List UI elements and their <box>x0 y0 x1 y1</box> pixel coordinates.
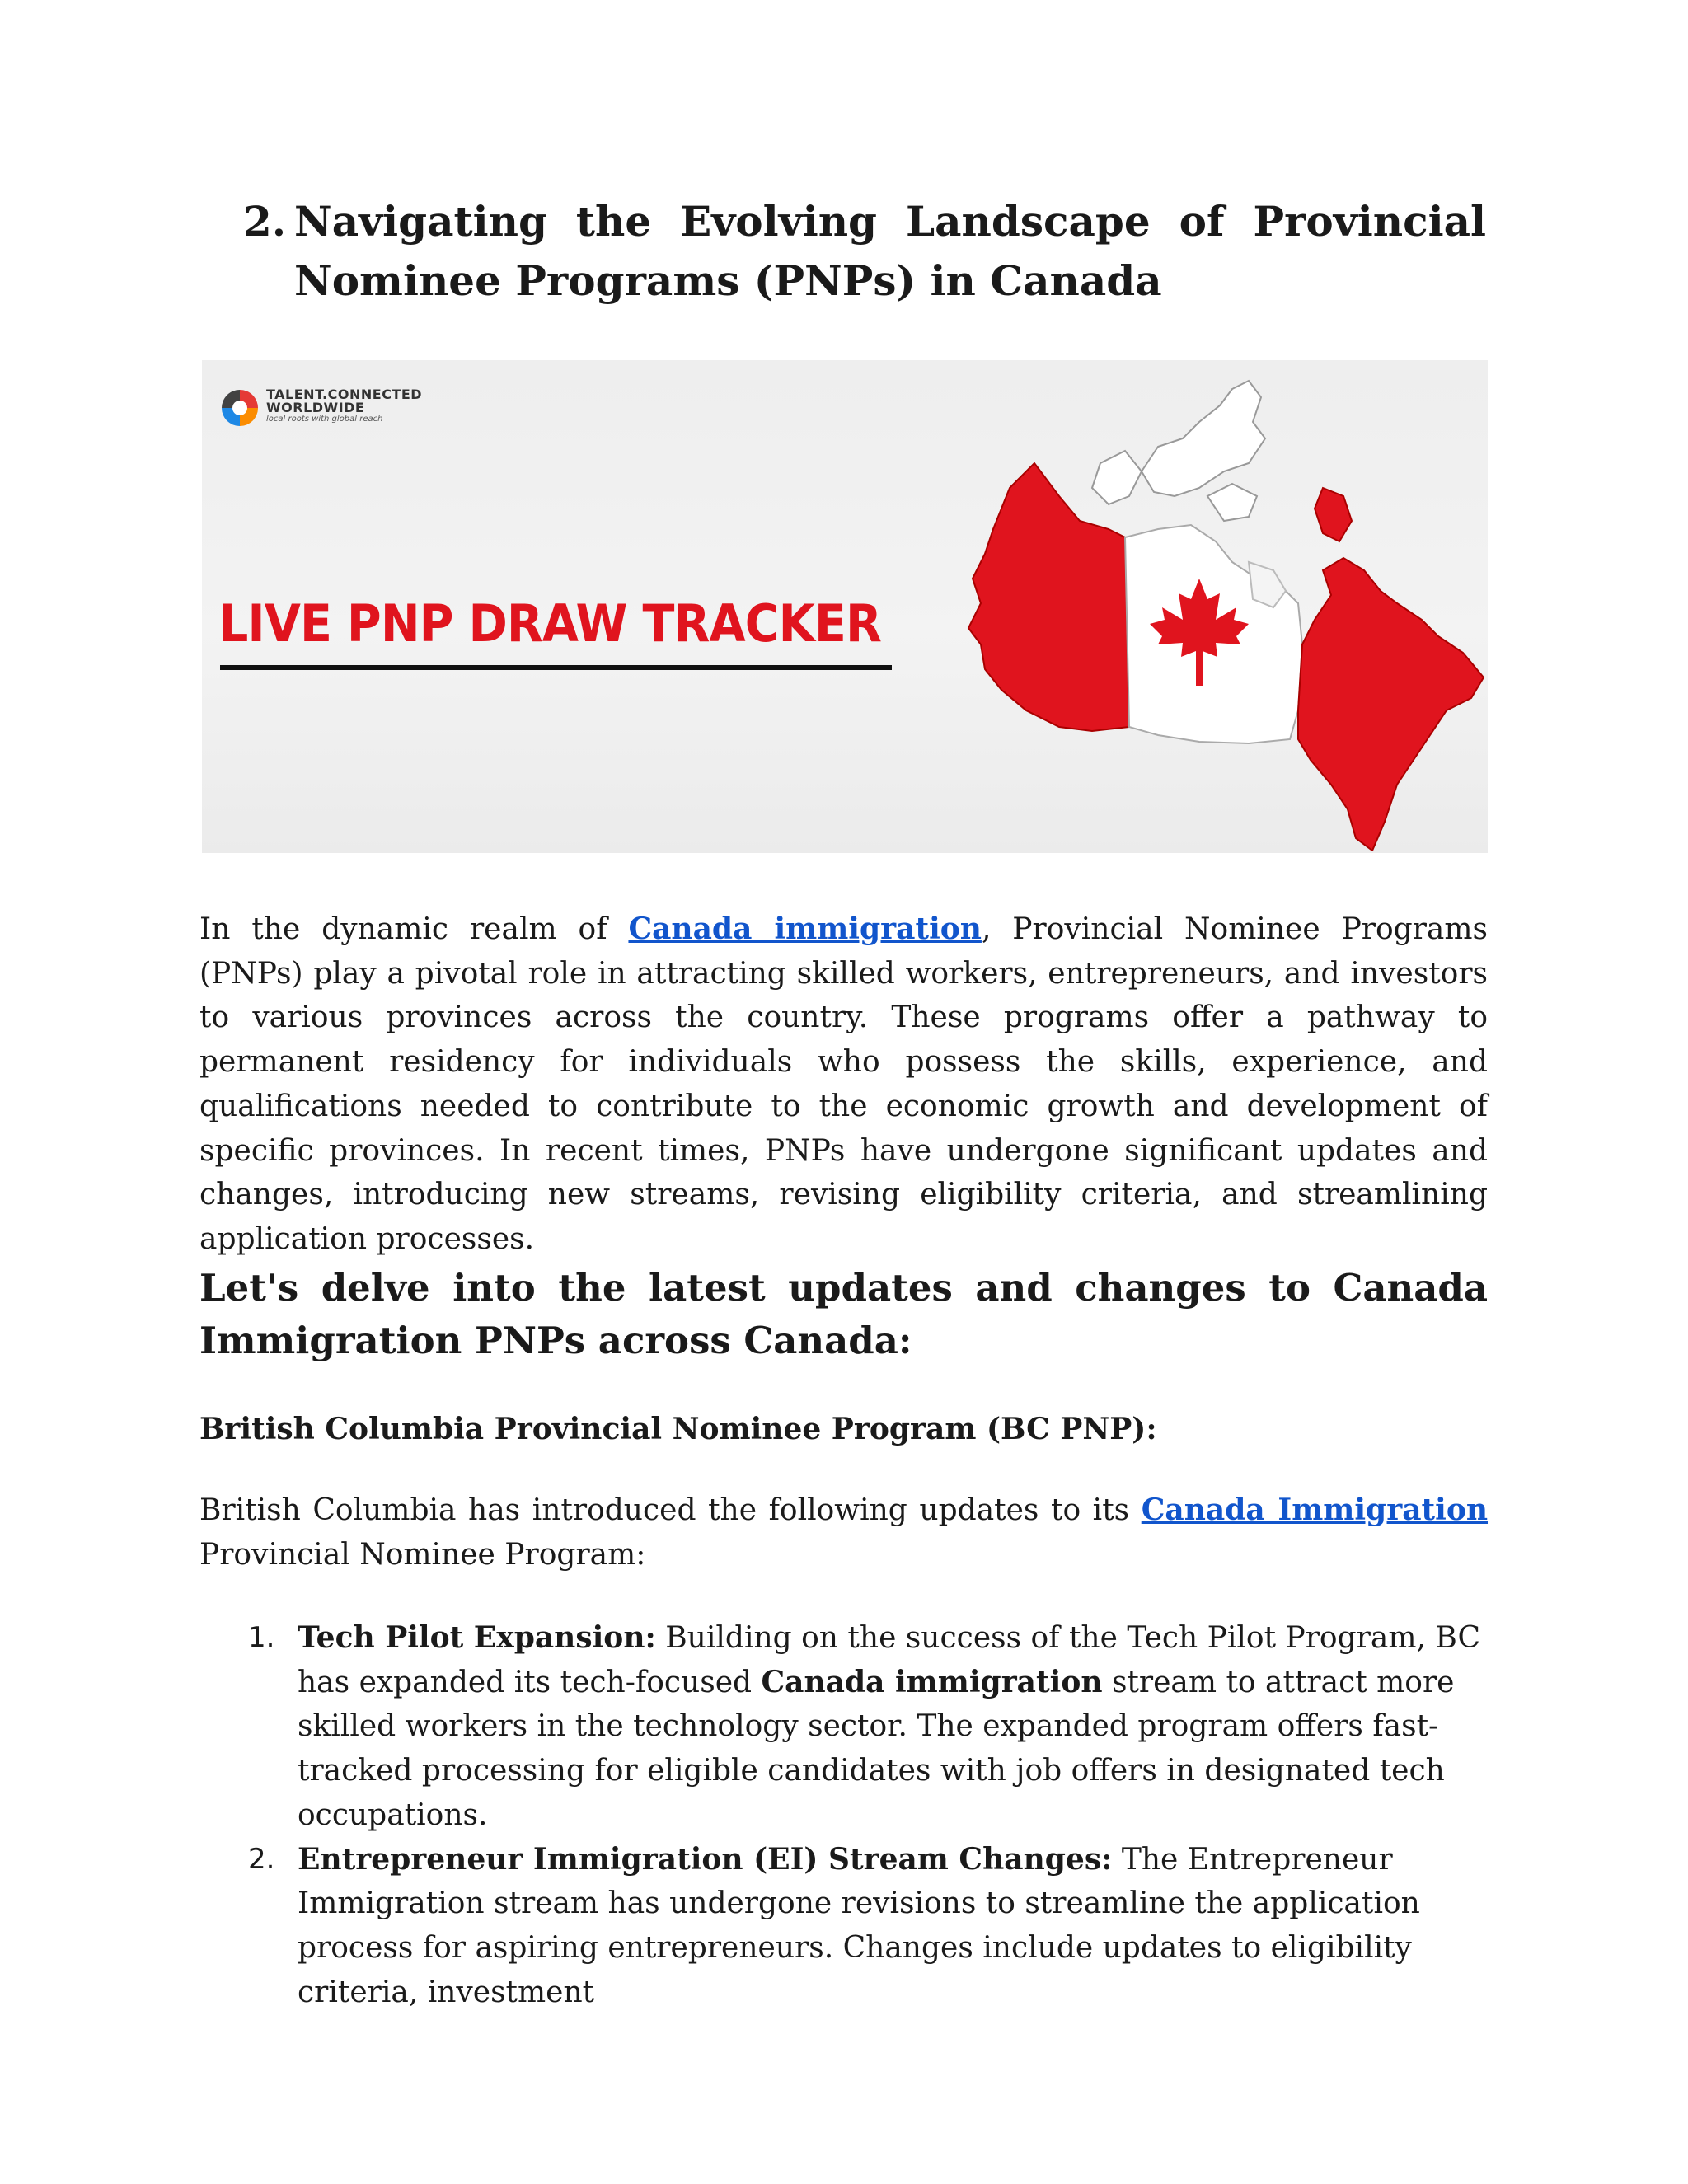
section-heading <box>243 192 1486 311</box>
intro-text-start: In the dynamic realm of <box>199 912 629 946</box>
intro-text-rest: , Provincial Nominee Programs (PNPs) play a pivotal role in attracting skilled workers, entrepreneurs, and investors to various provinces across the country. These programs offer a pathway to permanent residency for individuals who possess the skills, experience, and qualifications needed to contribute to the economic growth and development of specific provinces. In recent times, PNPs have undergone significant updates and changes, introducing new streams, revising eligibility criteria, and streamlining application processes. <box>199 912 1488 1256</box>
list-item-number: 2. <box>248 1842 275 1876</box>
company-logo <box>218 385 466 434</box>
talent-connected-logo-icon <box>218 387 261 429</box>
canada-immigration-link-2[interactable]: Canada Immigration <box>1141 1493 1489 1527</box>
canada-immigration-link[interactable]: Canada immigration <box>628 912 982 946</box>
list-item <box>199 1616 1488 1838</box>
section-number: 2. <box>243 197 287 246</box>
banner-title-underline <box>220 665 892 670</box>
logo-tagline: local roots with global reach <box>266 415 383 424</box>
section-title: Navigating the Evolving Landscape of Provincial Nominee Programs (PNPs) in Canada <box>294 197 1486 305</box>
list-item-text: Building on the success of the Tech Pilot Program, BC has expanded its tech-focused <box>298 1621 1481 1699</box>
list-item <box>199 1838 1488 2015</box>
bc-intro-text-start: British Columbia has introduced the following updates to its <box>199 1493 1142 1527</box>
logo-text-line2: WORLDWIDE <box>266 400 365 415</box>
bc-pnp-heading: British Columbia Provincial Nominee Program (BC PNP): <box>199 1412 1157 1446</box>
updates-subheading: Let's delve into the latest updates and changes to Canada Immigration PNPs across Canada: <box>199 1266 1488 1362</box>
list-item-number: 1. <box>248 1621 275 1654</box>
list-item-text: The Entrepreneur Immigration stream has undergone revisions to streamline the application process for aspiring entrepreneurs. Changes include updates to eligibility criteria, investment <box>298 1842 1420 2009</box>
bc-intro-paragraph <box>199 1488 1488 1577</box>
logo-text-line1: TALENT.CONNECTED <box>266 387 423 402</box>
intro-paragraph <box>199 907 1488 1262</box>
list-item-emphasis: Canada immigration <box>761 1664 1103 1699</box>
bc-updates-list <box>199 1616 1488 2014</box>
pnp-tracker-banner <box>202 360 1488 853</box>
list-item-title: Entrepreneur Immigration (EI) Stream Changes: <box>298 1841 1113 1877</box>
banner-title: LIVE PNP DRAW TRACKER <box>218 593 881 654</box>
list-item-text-end: stream to attract more skilled workers in the technology sector. The expanded program offers fast-tracked processing for eligible candidates with job offers in designated tech occupations. <box>298 1665 1455 1832</box>
bc-intro-text-end: Provincial Nominee Program: <box>199 1537 646 1572</box>
canada-flag-map-icon <box>935 373 1488 851</box>
list-item-title: Tech Pilot Expansion: <box>298 1620 656 1655</box>
